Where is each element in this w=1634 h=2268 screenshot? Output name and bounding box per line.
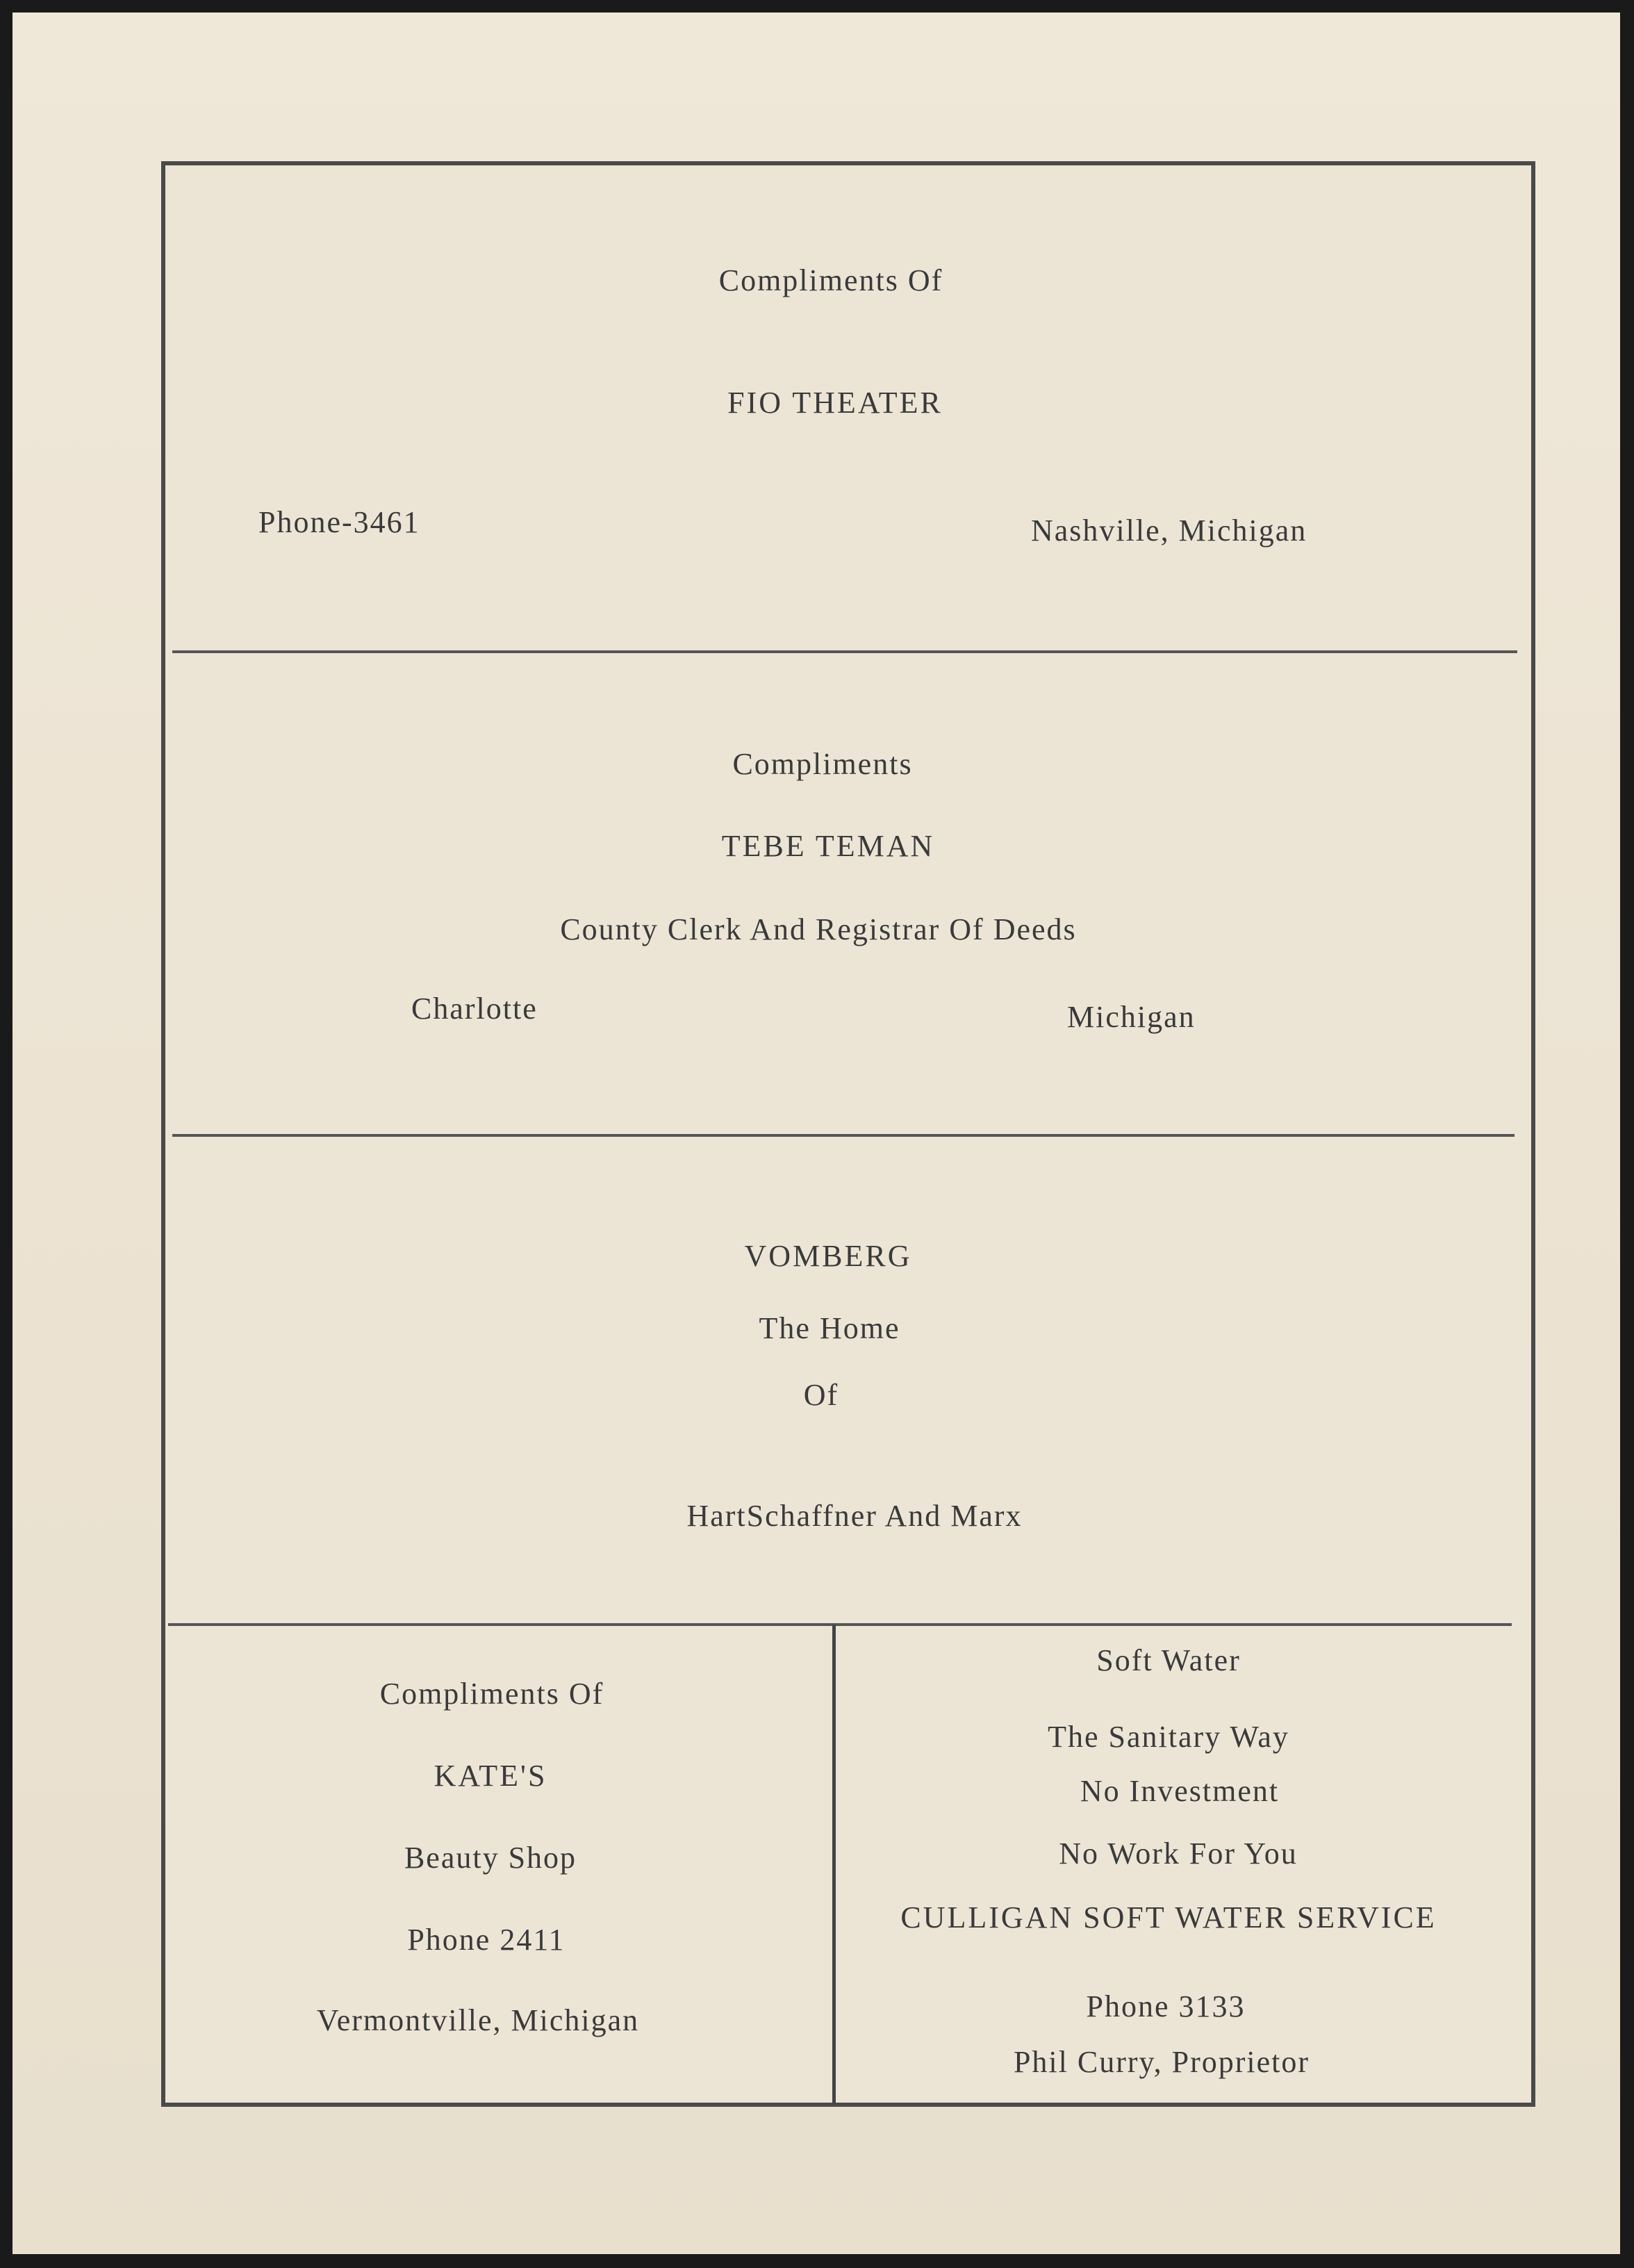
fio-greeting: Compliments Of xyxy=(718,263,943,297)
culligan-line-1: Soft Water xyxy=(1096,1643,1241,1677)
divider-3 xyxy=(168,1623,1512,1626)
culligan-line-3: No Investment xyxy=(1080,1774,1280,1808)
kates-location: Vermontville, Michigan xyxy=(316,2003,640,2037)
fio-phone: Phone-3461 xyxy=(258,505,420,539)
kates-phone: Phone 2411 xyxy=(407,1923,566,1957)
kates-business: Beauty Shop xyxy=(404,1841,577,1875)
vomberg-line-2: Of xyxy=(803,1378,839,1412)
teman-state: Michigan xyxy=(1067,1000,1196,1034)
culligan-phone: Phone 3133 xyxy=(1086,1989,1246,2023)
culligan-proprietor: Phil Curry, Proprietor xyxy=(1013,2045,1310,2079)
fio-location: Nashville, Michigan xyxy=(1031,513,1307,548)
page xyxy=(13,13,1620,2254)
culligan-line-4: No Work For You xyxy=(1059,1836,1298,1871)
divider-1 xyxy=(172,650,1517,653)
culligan-name: CULLIGAN SOFT WATER SERVICE xyxy=(900,1900,1437,1934)
teman-name: TEBE TEMAN xyxy=(721,829,935,863)
fio-theater-name: FIO THEATER xyxy=(727,386,943,420)
bottom-column-divider xyxy=(832,1625,836,2104)
divider-2 xyxy=(172,1134,1515,1137)
teman-greeting: Compliments xyxy=(732,747,913,781)
teman-title: County Clerk And Registrar Of Deeds xyxy=(560,912,1077,946)
kates-greeting: Compliments Of xyxy=(379,1677,604,1711)
vomberg-line-1: The Home xyxy=(759,1311,900,1345)
culligan-line-2: The Sanitary Way xyxy=(1048,1720,1289,1754)
vomberg-name: VOMBERG xyxy=(744,1239,912,1273)
teman-city: Charlotte xyxy=(411,992,538,1026)
vomberg-line-3: HartSchaffner And Marx xyxy=(686,1499,1023,1533)
kates-name: KATE'S xyxy=(434,1759,547,1793)
